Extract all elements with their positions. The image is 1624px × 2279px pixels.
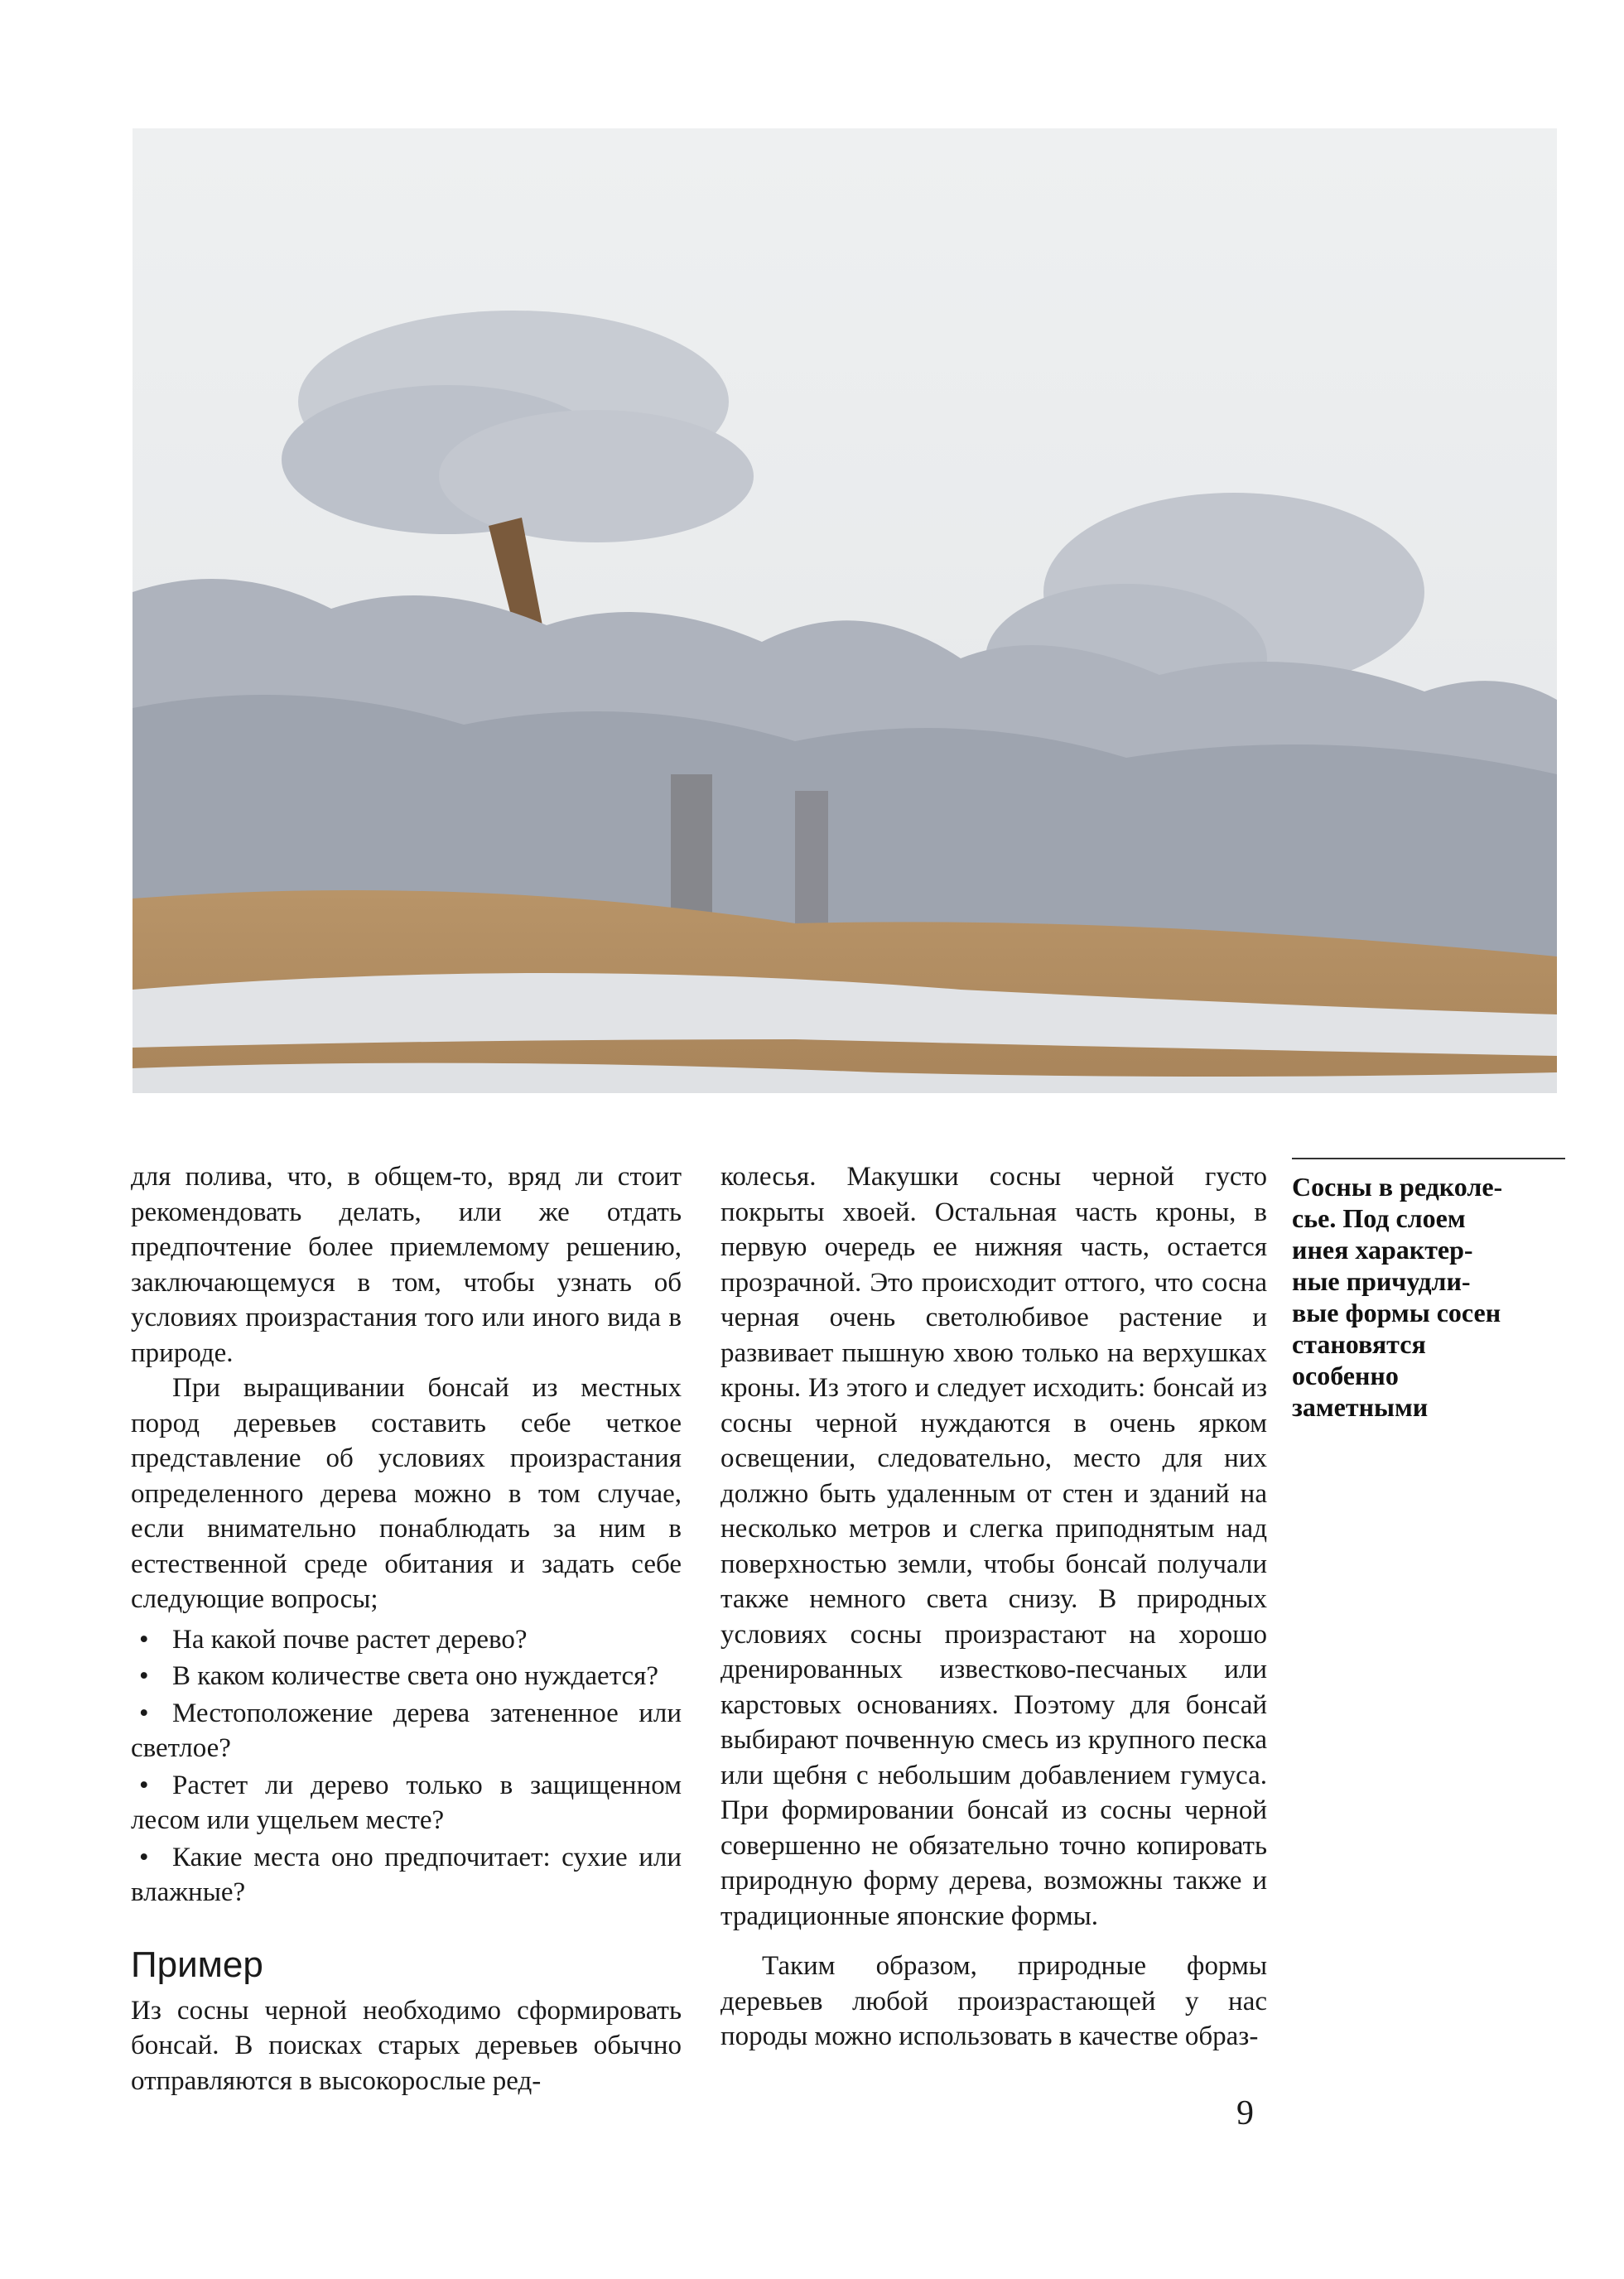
middle-paragraph-1: колесья. Макушки сосны черной густо покрыты хвоей. Остальная часть кроны, в первую очередь ее нижняя часть, остается прозрачной. Это происходит оттого, что сосна черная очень светолюбивое растение и развивает пышную хвою только на верхушках кроны. Из этого и следует исходить: бонсай из сосны черной нуждаются в очень ярком освещении, следовательно, место для них должно быть удаленным от стен и зданий на несколько метров и слегка приподнятым над поверхностью земли, чтобы бонсай получали также немного света снизу. В природных условиях сосны произрастают на хорошо дренированных известково-песчаных или карстовых основаниях. Поэтому для бонсай выбирают почвенную смесь из крупного песка или щебня с небольшим добавлением гумуса. При формировании бонсай из сосны черной совершенно не обязательно точно копировать природную форму дерева, возможны также и традиционные японские формы. [720, 1162, 1267, 1931]
frosted-pines-photo [133, 128, 1557, 1093]
middle-paragraph-2: Таким образом, природные формы деревьев любой произрастающей у нас породы можно использовать в качестве образ- [720, 1951, 1267, 2051]
bullet-icon: • [139, 1770, 149, 1800]
photo-caption [1292, 1158, 1565, 1423]
questions-list [131, 1622, 682, 1910]
bullet-icon: • [139, 1661, 149, 1691]
left-paragraph-1: для полива, что, в общем-то, вряд ли стоит рекомендовать делать, или же отдать предпочтение более приемлемому решению, заключающемуся в том, чтобы узнать об условиях произрастания того или иного вида в природе. [131, 1162, 682, 1368]
photo-illustration [133, 128, 1557, 1093]
list-item: • Какие места оно предпочитает: сухие или влажные? [131, 1840, 682, 1910]
section-heading: Пример [131, 1944, 263, 1985]
bullet-icon: • [139, 1624, 149, 1655]
middle-column [720, 1159, 1267, 2055]
list-item: • Растет ли дерево только в защищенном лесом или ущельем месте? [131, 1768, 682, 1838]
list-item: • В каком количестве света оно нуждается? [131, 1659, 682, 1694]
list-item: • Местоположение дерева затененное или светлое? [131, 1696, 682, 1766]
page-number: 9 [1236, 2094, 1254, 2132]
bullet-icon: • [139, 1842, 149, 1872]
list-item: • На какой почве растет дерево? [131, 1622, 682, 1658]
left-column [131, 1159, 682, 2098]
bullet-icon: • [139, 1698, 149, 1728]
caption-text: Сосны в редколе- сье. Под слоем инея характер- ные причудли- вые формы сосен становятся особенно заметными [1292, 1172, 1503, 1422]
left-paragraph-3: Из сосны черной необходимо сформировать бонсай. В поисках старых деревьев обычно отправляются в высокорослые ред- [131, 1995, 682, 2096]
left-paragraph-2: При выращивании бонсай из местных пород деревьев составить себе четкое представление об условиях произрастания определенного дерева можно в том случае, если внимательно понаблюдать за ним в естественной среде обитания и задать себе следующие вопросы; [131, 1373, 682, 1614]
